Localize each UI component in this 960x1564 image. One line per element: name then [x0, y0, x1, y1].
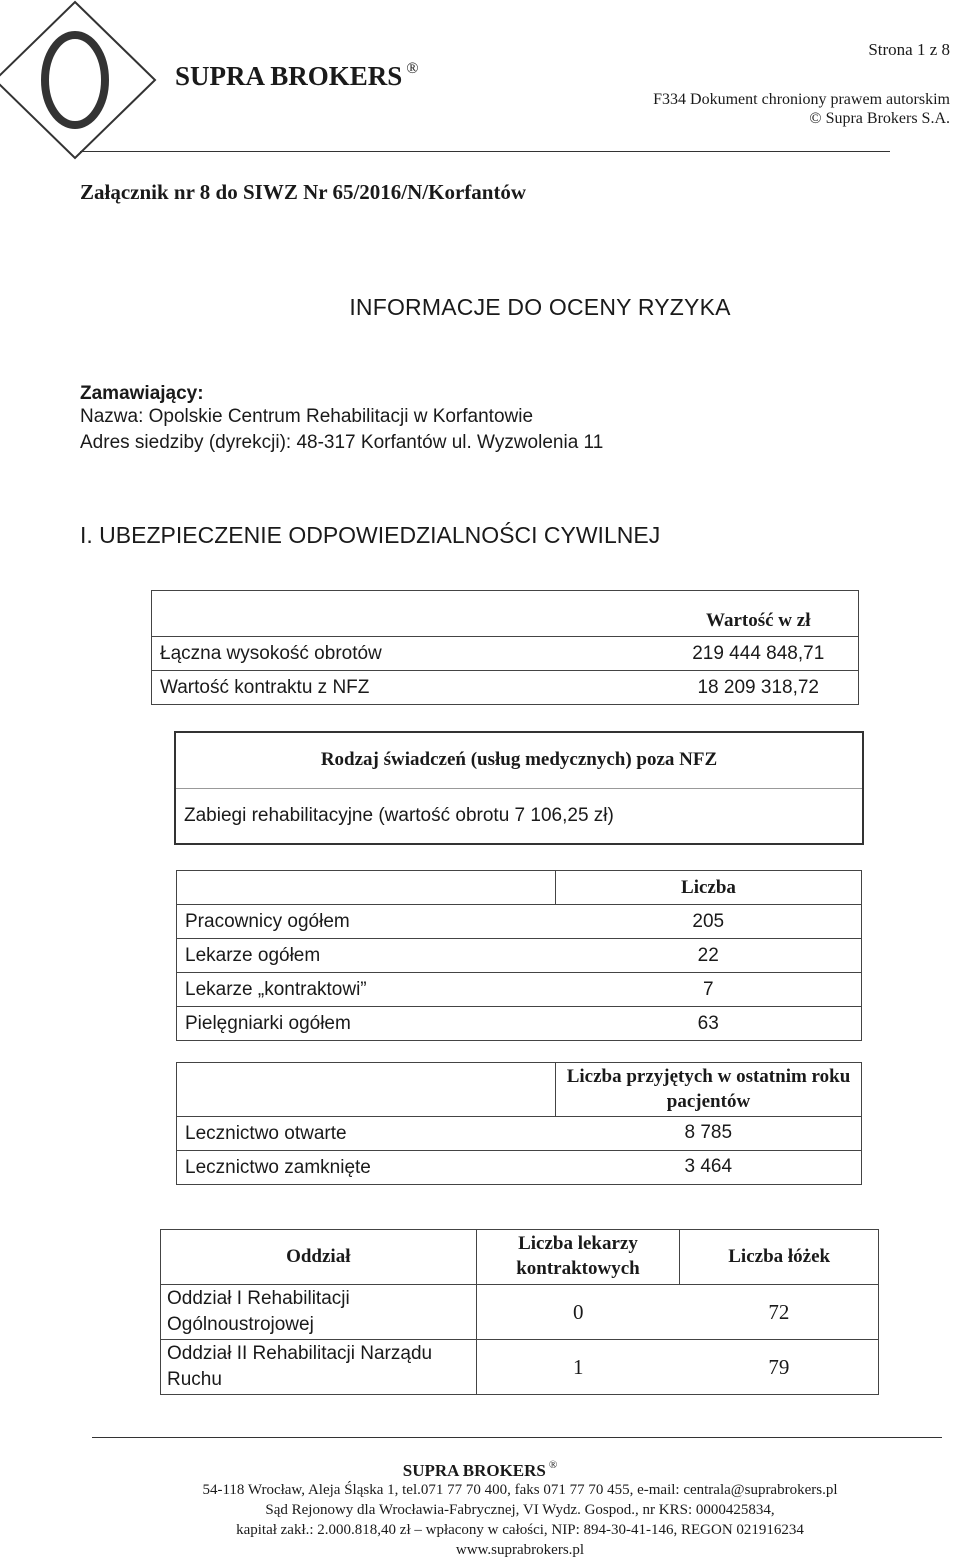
document-title: INFORMACJE DO OCENY RYZYKA [349, 294, 731, 320]
ward-doctors: 0 [476, 1285, 680, 1340]
row-value: 22 [556, 939, 862, 973]
row-label: Lekarze ogółem [177, 939, 556, 973]
section-title: I. UBEZPIECZENIE ODPOWIEDZIALNOŚCI CYWILNEJ [80, 522, 661, 548]
table-row [177, 939, 862, 973]
table-header-beds: Liczba łóżek [680, 1230, 879, 1285]
footer-website-link[interactable]: www.suprabrokers.pl [455, 1542, 585, 1558]
table-header-empty [152, 591, 659, 637]
ward-beds: 72 [680, 1285, 879, 1340]
ward-name: Oddział I Rehabilitacji Ogólnoustrojowej [161, 1285, 477, 1340]
staff-table [176, 870, 862, 1041]
table-header-value: Liczba przyjętych w ostatnim roku pacjentów [556, 1063, 862, 1117]
table-header-ward: Oddział [161, 1230, 477, 1285]
table-row [177, 1151, 862, 1185]
table-header-empty [177, 871, 556, 905]
orderer-label: Zamawiający: [80, 383, 204, 404]
brand-name: SUPRA BROKERS ® [175, 60, 419, 91]
table-header-row [177, 871, 862, 905]
page-number: Strona 1 z 8 [868, 40, 950, 59]
table-header: Rodzaj świadczeń (usług medycznych) poza NFZ [175, 732, 863, 788]
orderer-name: Nazwa: Opolskie Centrum Rehabilitacji w Korfantowie [80, 406, 534, 427]
table-row [177, 1007, 862, 1041]
services-table [174, 731, 864, 845]
table-row [177, 905, 862, 939]
row-label: Lecznictwo zamknięte [177, 1151, 556, 1185]
row-label: Lekarze „kontraktowi” [177, 973, 556, 1007]
row-label: Pracownicy ogółem [177, 905, 556, 939]
footer-capital-info: kapitał zakł.: 2.000.818,40 zł – wpłacony w całości, NIP: 894-30-41-146, REGON 021916234 [236, 1522, 804, 1538]
row-value: 63 [556, 1007, 862, 1041]
table-header-value: Liczba [556, 871, 862, 905]
row-value: 18 209 318,72 [659, 671, 859, 705]
table-row [152, 637, 859, 671]
table-header-empty [177, 1063, 556, 1117]
row-label: Łączna wysokość obrotów [152, 637, 659, 671]
copyright-notice: F334 Dokument chroniony prawem autorskim [653, 91, 950, 108]
copyright-owner: © Supra Brokers S.A. [809, 110, 950, 127]
table-row [152, 671, 859, 705]
table-row [161, 1285, 879, 1340]
table-row [177, 1117, 862, 1151]
row-value: 8 785 [556, 1117, 862, 1151]
ward-beds: 79 [680, 1340, 879, 1395]
table-header-doctors: Liczba lekarzy kontraktowych [476, 1230, 680, 1285]
row-label: Lecznictwo otwarte [177, 1117, 556, 1151]
wards-table [160, 1229, 879, 1395]
table-header-row [161, 1230, 879, 1285]
row-label: Pielęgniarki ogółem [177, 1007, 556, 1041]
ward-name: Oddział II Rehabilitacji Narządu Ruchu [161, 1340, 477, 1395]
header-divider [80, 151, 890, 152]
row-label: Wartość kontraktu z NFZ [152, 671, 659, 705]
row-value: 205 [556, 905, 862, 939]
row-value: 3 464 [556, 1151, 862, 1185]
table-header-row [175, 732, 863, 788]
table-row [177, 973, 862, 1007]
footer-divider [92, 1437, 942, 1438]
row-value: 219 444 848,71 [659, 637, 859, 671]
ward-doctors: 1 [476, 1340, 680, 1395]
annex-title: Załącznik nr 8 do SIWZ Nr 65/2016/N/Korfantów [80, 180, 527, 204]
supra-brokers-logo [0, 0, 160, 160]
table-row [175, 788, 863, 844]
row-value: 7 [556, 973, 862, 1007]
table-header-value: Wartość w zł [659, 591, 859, 637]
table-header-row [152, 591, 859, 637]
footer-brand: SUPRA BROKERS ® [402, 1459, 558, 1480]
table-header-row [177, 1063, 862, 1117]
patients-table [176, 1062, 862, 1185]
orderer-address: Adres siedziby (dyrekcji): 48-317 Korfantów ul. Wyzwolenia 11 [80, 432, 604, 453]
row-label: Zabiegi rehabilitacyjne (wartość obrotu 7 106,25 zł) [175, 788, 863, 844]
turnover-table [151, 590, 859, 705]
table-row [161, 1340, 879, 1395]
footer-court-registration: Sąd Rejonowy dla Wrocławia-Fabrycznej, VI Wydz. Gospod., nr KRS: 0000425834, [265, 1502, 775, 1518]
footer-address: 54-118 Wrocław, Aleja Śląska 1, tel.071 77 70 400, faks 071 77 70 455, e-mail: centrala@suprabrokers.pl [202, 1482, 838, 1498]
